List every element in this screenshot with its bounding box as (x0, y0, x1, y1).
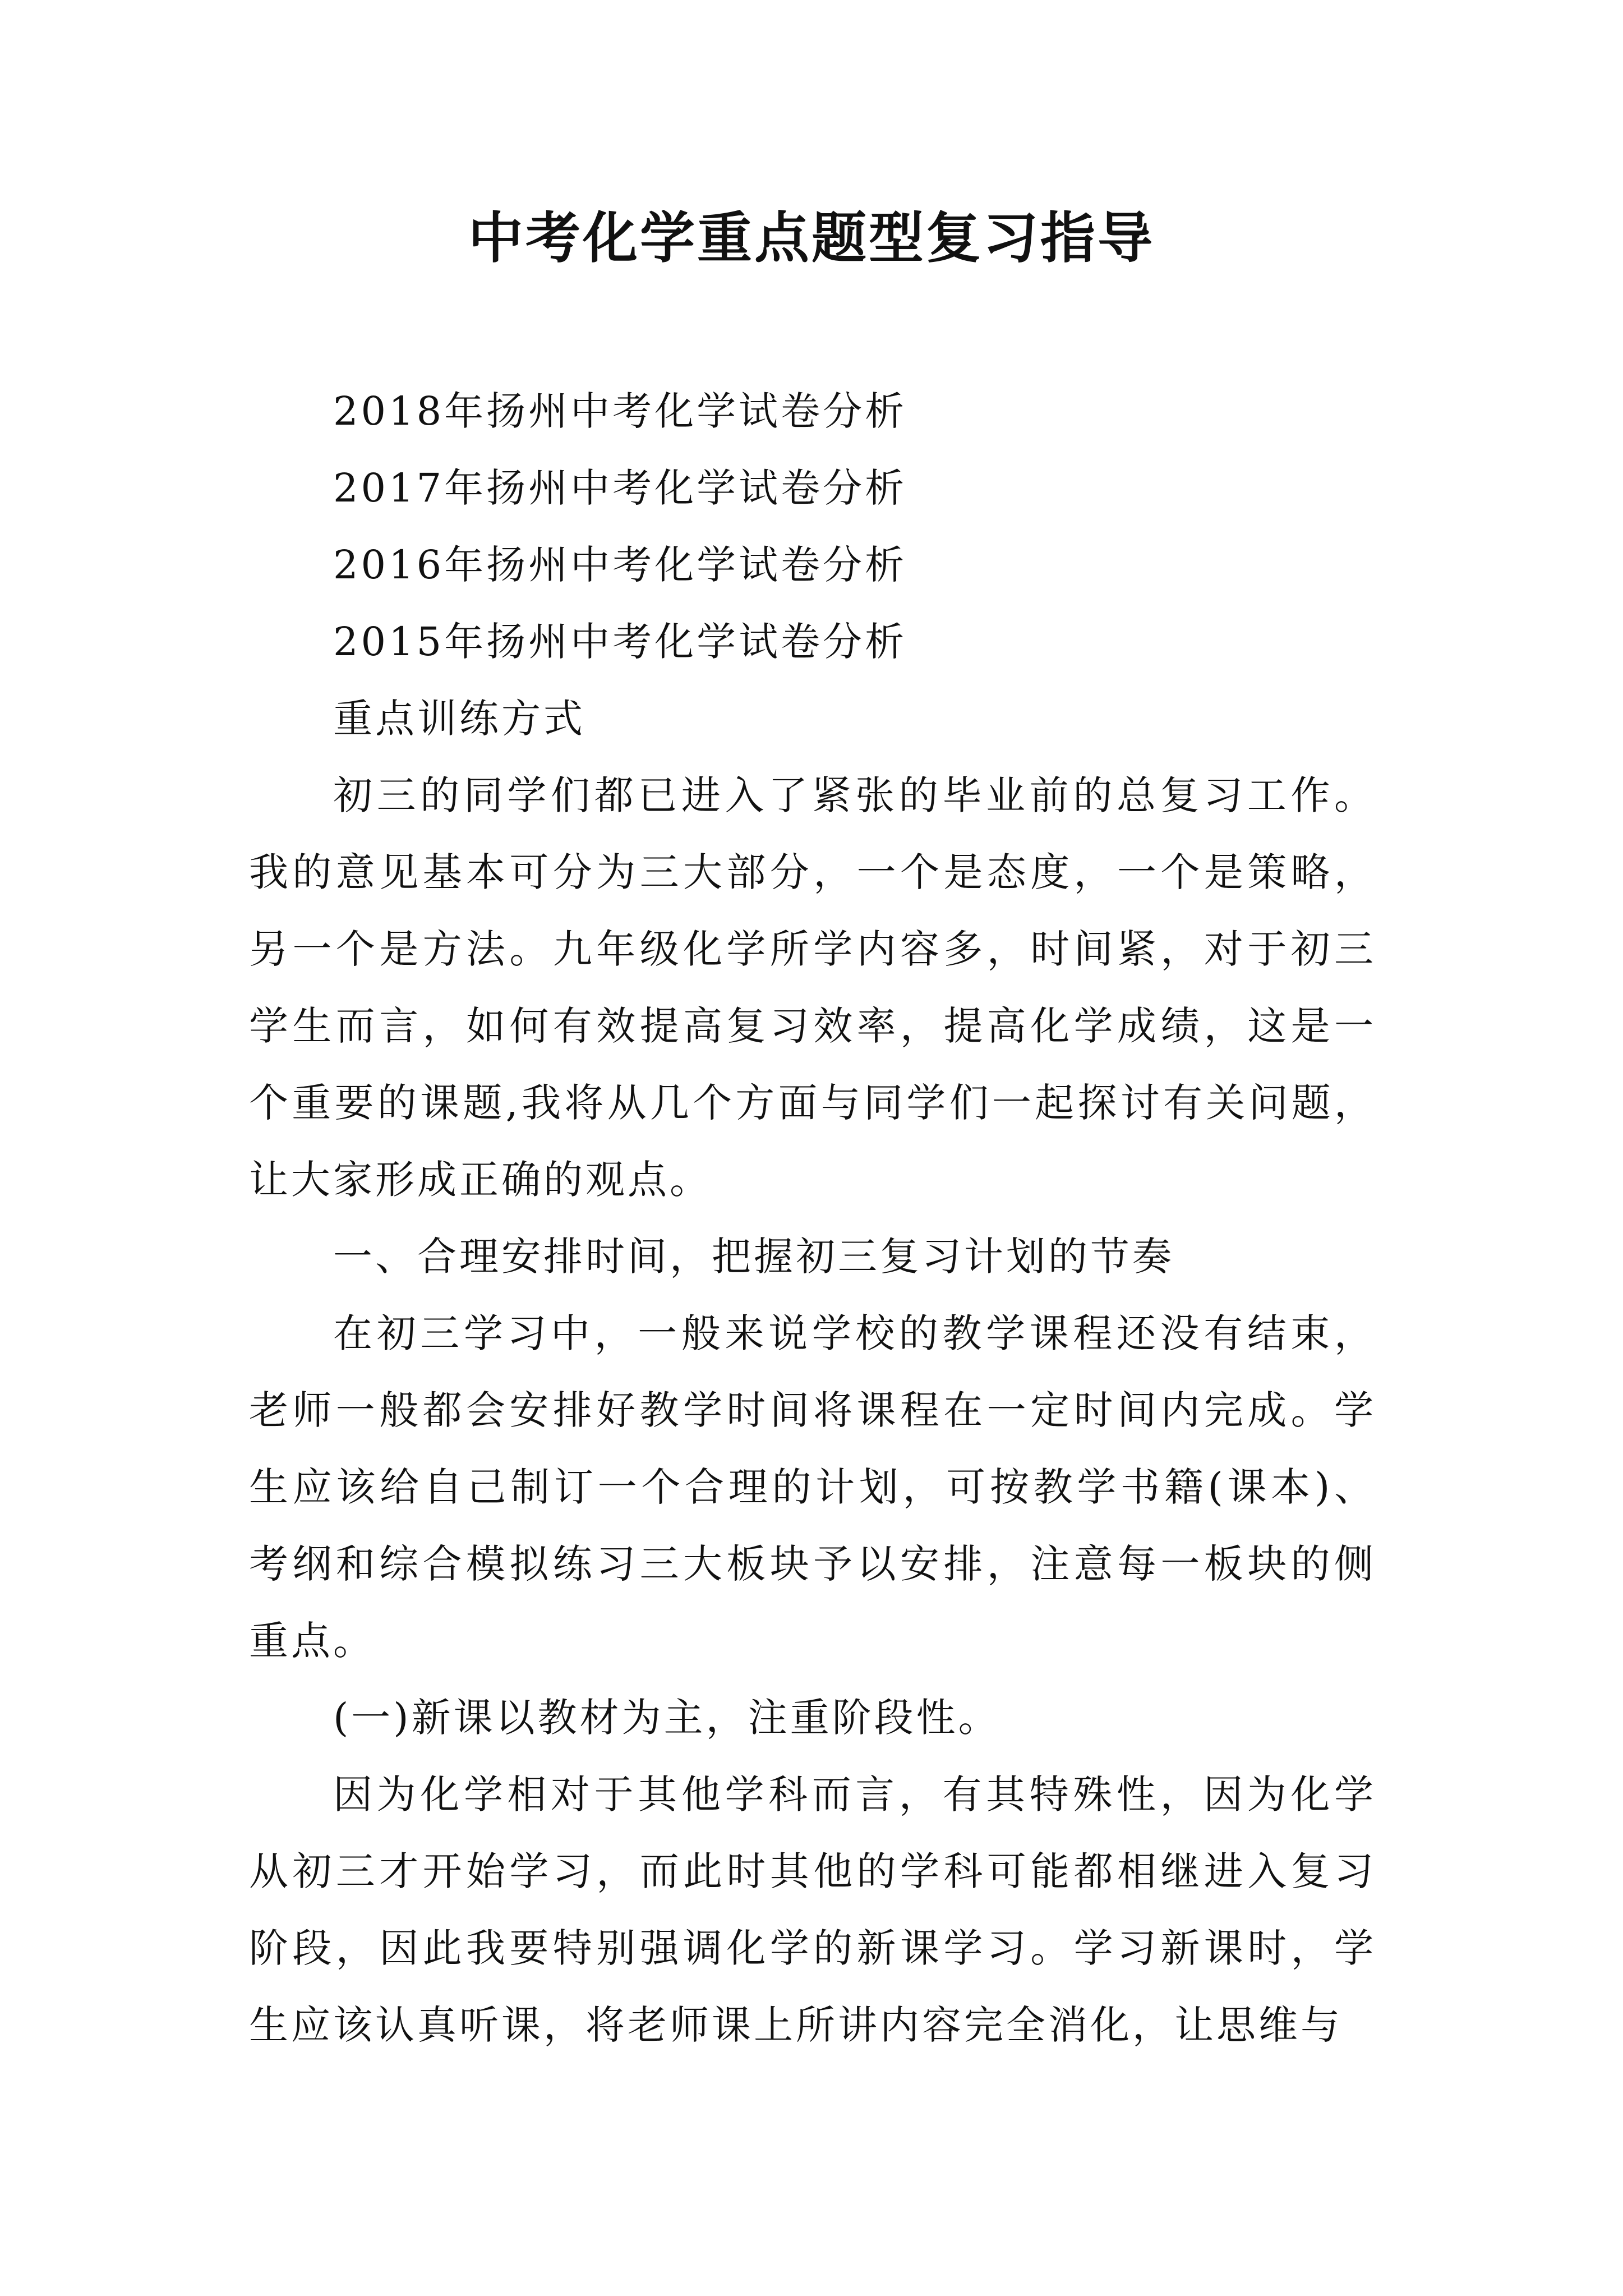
link-2015-analysis[interactable]: 2015年扬州中考化学试卷分析 (333, 619, 907, 665)
section-1-paragraph: 在初三学习中，一般来说学校的教学课程还没有结束，老师一般都会安排好教学时间将课程在一定时间内完成。学生应该给自己制订一个合理的计划，可按教学书籍(课本)、考纲和综合模拟练习三大板块予以安排，注意每一板块的侧重点。 (249, 1310, 1376, 1664)
subsection-1-heading: (一)新课以教材为主，注重阶段性。 (333, 1695, 1000, 1741)
training-heading: 重点训练方式 (333, 696, 585, 742)
link-2018-analysis[interactable]: 2018年扬州中考化学试卷分析 (333, 388, 907, 434)
section-1-heading: 一、合理安排时间，把握初三复习计划的节奏 (333, 1234, 1174, 1280)
document-title: 中考化学重点题型复习指导 (468, 206, 1155, 270)
intro-paragraph: 初三的同学们都已进入了紧张的毕业前的总复习工作。我的意见基本可分为三大部分，一个是态度，一个是策略，另一个是方法。九年级化学所学内容多，时间紧，对于初三学生而言，如何有效提高复习效率，提高化学成绩，这是一个重要的课题,我将从几个方面与同学们一起探讨有关问题，让大家形成正确的观点。 (249, 772, 1376, 1203)
link-2016-analysis[interactable]: 2016年扬州中考化学试卷分析 (333, 542, 907, 588)
subsection-1-paragraph: 因为化学相对于其他学科而言，有其特殊性，因为化学从初三才开始学习，而此时其他的学科可能都相继进入复习阶段，因此我要特别强调化学的新课学习。学习新课时，学生应该认真听课，将老师课上所讲内容完全消化，让思维与 (249, 1772, 1376, 2048)
document-body (249, 373, 1376, 2064)
link-2017-analysis[interactable]: 2017年扬州中考化学试卷分析 (333, 465, 907, 511)
